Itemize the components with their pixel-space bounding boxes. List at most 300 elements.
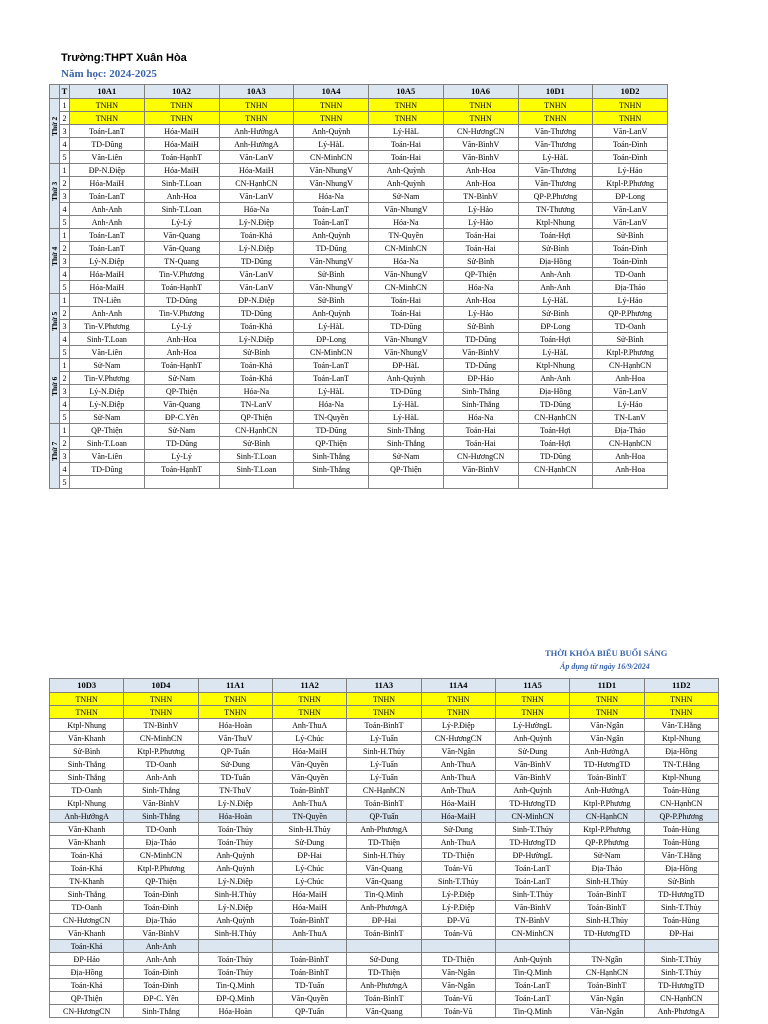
schedule-cell: TN-Liên	[70, 294, 145, 307]
table-row	[50, 242, 668, 255]
schedule-cell: Địa-Thảo	[124, 914, 198, 927]
schedule-cell: TN-Khanh	[50, 875, 124, 888]
schedule-cell: Văn-Thương	[518, 177, 593, 190]
schedule-cell: TD-Dũng	[369, 320, 444, 333]
schedule-cell: Văn-Thương	[518, 138, 593, 151]
table-row	[50, 125, 668, 138]
schedule-cell: Toán-LanT	[294, 372, 369, 385]
schedule-cell: Sử-Dung	[272, 836, 346, 849]
schedule-cell: TD-Dũng	[443, 333, 518, 346]
class-header: 10A5	[369, 85, 444, 99]
schedule-cell: QP-P.Phương	[570, 836, 644, 849]
schedule-cell: Sinh-T.Loan	[144, 177, 219, 190]
schedule-cell: Toán-BìnhT	[272, 953, 346, 966]
table-row	[50, 229, 668, 242]
day-label-text: Thứ 4	[50, 246, 59, 266]
day-label	[50, 294, 60, 359]
schedule-cell: Tin-V.Phương	[70, 320, 145, 333]
schedule-cell: Anh-Quỳnh	[294, 307, 369, 320]
schedule-cell: CN-HạnhCN	[347, 784, 421, 797]
table-row	[50, 177, 668, 190]
schedule-cell: Anh-Anh	[518, 281, 593, 294]
period-number: 5	[60, 216, 70, 229]
schedule-cell: Văn-LanV	[219, 268, 294, 281]
schedule-cell: Anh-PhươngA	[347, 823, 421, 836]
schedule-cell: Lý-N.Điệp	[198, 797, 272, 810]
schedule-cell: Lý-HàL	[369, 398, 444, 411]
schedule-cell	[644, 940, 718, 953]
schedule-cell: TNHN	[144, 99, 219, 112]
schedule-cell: TNHN	[219, 99, 294, 112]
schedule-cell: CN-HươngCN	[443, 125, 518, 138]
period-number: 1	[60, 229, 70, 242]
table-row	[50, 307, 668, 320]
schedule-cell: Toán-Đình	[124, 901, 198, 914]
schedule-cell: Anh-ThuA	[421, 771, 495, 784]
schedule-cell: Toán-Vũ	[421, 1005, 495, 1018]
schedule-cell: Sinh-Thắng	[124, 784, 198, 797]
schedule-cell: Ktpl-P.Phương	[124, 862, 198, 875]
class-header: 10A1	[70, 85, 145, 99]
table-row	[50, 463, 668, 476]
schedule-cell: Sinh-T.Thủy	[644, 901, 718, 914]
schedule-cell: Sử-Bình	[50, 745, 124, 758]
schedule-cell: Toán-Vũ	[421, 992, 495, 1005]
schedule-cell: Toán-BìnhT	[347, 992, 421, 1005]
schedule-cell: Anh-ThuA	[272, 797, 346, 810]
schedule-cell: TD-Oanh	[124, 758, 198, 771]
table-row	[50, 190, 668, 203]
period-number: 4	[60, 203, 70, 216]
table-row	[50, 797, 719, 810]
schedule-cell	[294, 476, 369, 489]
schedule-cell: Anh-Anh	[124, 953, 198, 966]
schedule-cell: Sử-Bình	[219, 437, 294, 450]
schedule-cell: Toán-LanT	[70, 125, 145, 138]
class-header: 11A2	[272, 679, 346, 693]
schedule-cell: TNHN	[144, 112, 219, 125]
period-number: 1	[60, 164, 70, 177]
schedule-cell: Anh-HưởngA	[570, 784, 644, 797]
schedule-cell: Lý-N.Điệp	[219, 216, 294, 229]
table-row	[50, 437, 668, 450]
schedule-cell: Toán-Đình	[124, 966, 198, 979]
schedule-cell: Lý-P.Điệp	[421, 901, 495, 914]
schedule-cell: ĐP-C.Yên	[144, 411, 219, 424]
day-label-text: Thứ 7	[50, 441, 59, 461]
schedule-cell: Sinh-T.Thủy	[644, 953, 718, 966]
schedule-cell: Lý-N.Điệp	[219, 242, 294, 255]
schedule-cell: Anh-Quỳnh	[495, 732, 569, 745]
schedule-cell: Văn-BìnhV	[495, 901, 569, 914]
schedule-cell: Anh-HưởngA	[570, 745, 644, 758]
schedule-cell: Hóa-Na	[443, 281, 518, 294]
table-row	[50, 979, 719, 992]
schedule-cell: Toán-LanT	[495, 875, 569, 888]
schedule-cell: Toán-BìnhT	[570, 901, 644, 914]
schedule-cell: QP-Thiện	[124, 875, 198, 888]
schedule-cell: Sinh-Thắng	[369, 424, 444, 437]
schedule-cell: Toán-LanT	[70, 242, 145, 255]
schedule-cell: Toán-Thủy	[198, 823, 272, 836]
schedule-cell: Anh-PhươngA	[347, 979, 421, 992]
schedule-cell: Lý-HàL	[518, 294, 593, 307]
schedule-cell: TN-Ngân	[570, 953, 644, 966]
schedule-cell: Sinh-T.Thủy	[644, 966, 718, 979]
schedule-cell: CN-HạnhCN	[593, 437, 668, 450]
schedule-cell: Anh-Anh	[518, 372, 593, 385]
schedule-cell: CN-MinhCN	[369, 242, 444, 255]
schedule-cell: Lý-HàL	[518, 151, 593, 164]
schedule-cell: Hóa-Na	[369, 216, 444, 229]
schedule-cell: Anh-Anh	[70, 307, 145, 320]
schedule-cell: Toán-Khả	[50, 849, 124, 862]
schedule-cell: Văn-Khanh	[50, 836, 124, 849]
schedule-cell: Lý-N.Điệp	[198, 875, 272, 888]
schedule-cell: Sinh-Thắng	[294, 450, 369, 463]
table-row	[50, 359, 668, 372]
schedule-cell: Văn-T.Hằng	[644, 849, 718, 862]
class-header: 11A5	[495, 679, 569, 693]
schedule-cell: QP-Tuấn	[347, 810, 421, 823]
schedule-cell: Toán-BìnhT	[570, 888, 644, 901]
schedule-cell: TNHN	[570, 706, 644, 719]
schedule-cell: Ktpl-P.Phương	[593, 346, 668, 359]
schedule-cell: Văn-LanV	[219, 190, 294, 203]
schedule-cell: Hóa-MaiH	[144, 125, 219, 138]
timetable-mixed	[49, 678, 719, 1018]
schedule-cell: Văn-Quyền	[272, 992, 346, 1005]
schedule-cell: Anh-ThuA	[421, 758, 495, 771]
day-label	[50, 424, 60, 489]
schedule-cell: Anh-PhươngA	[347, 901, 421, 914]
schedule-cell: TN-Quyền	[294, 411, 369, 424]
schedule-cell: Sinh-T.Loan	[144, 203, 219, 216]
schedule-cell: Sinh-Thắng	[369, 437, 444, 450]
schedule-cell: CN-HạnhCN	[644, 797, 718, 810]
class-header: 11A4	[421, 679, 495, 693]
schedule-cell: Anh-Hoa	[593, 463, 668, 476]
schedule-cell: Sử-Nam	[70, 411, 145, 424]
schedule-cell: Toán-Hùng	[644, 914, 718, 927]
period-number: 1	[60, 294, 70, 307]
schedule-cell: Văn-T.Hằng	[644, 719, 718, 732]
period-number: 2	[60, 112, 70, 125]
schedule-cell: TN-Quang	[144, 255, 219, 268]
schedule-cell: Sinh-T.Loan	[219, 463, 294, 476]
schedule-cell: TD-Dũng	[294, 424, 369, 437]
period-number: 2	[60, 177, 70, 190]
schedule-cell: TD-HươngTD	[570, 758, 644, 771]
schedule-cell: Toán-HạnhT	[144, 463, 219, 476]
schedule-cell	[593, 476, 668, 489]
schedule-cell: Hóa-MaiH	[144, 138, 219, 151]
schedule-cell: Lý-Chúc	[272, 862, 346, 875]
table-row	[50, 450, 668, 463]
schedule-cell	[219, 476, 294, 489]
schedule-cell: Tin-Q.Minh	[495, 1005, 569, 1018]
schedule-cell: Lý-HàL	[294, 320, 369, 333]
schedule-cell: Văn-BìnhV	[124, 797, 198, 810]
schedule-cell: Tin-Q.Minh	[495, 966, 569, 979]
schedule-cell: CN-HạnhCN	[570, 966, 644, 979]
schedule-cell: TN-LanV	[219, 398, 294, 411]
schedule-cell: TD-Dũng	[294, 242, 369, 255]
schedule-cell: ĐP-N.Điệp	[219, 294, 294, 307]
schedule-cell: QP-Thiện	[294, 437, 369, 450]
class-header: 11D2	[644, 679, 718, 693]
schedule-cell: Sinh-H.Thủy	[198, 927, 272, 940]
period-number: 2	[60, 242, 70, 255]
schedule-cell: Ktpl-P.Phương	[124, 745, 198, 758]
schedule-cell	[369, 476, 444, 489]
schedule-cell: Anh-Quỳnh	[198, 914, 272, 927]
schedule-cell: Lý-Lý	[144, 320, 219, 333]
schedule-cell: Văn-Khanh	[50, 732, 124, 745]
table-row	[50, 385, 668, 398]
schedule-cell: TD-Thiện	[421, 953, 495, 966]
schedule-cell: TNHN	[198, 706, 272, 719]
schedule-cell: QP-Thiện	[70, 424, 145, 437]
schedule-cell: TD-Dũng	[443, 359, 518, 372]
schedule-cell: TNHN	[570, 693, 644, 706]
schedule-cell: ĐP-C. Yên	[124, 992, 198, 1005]
schedule-cell: Anh-Anh	[124, 940, 198, 953]
schedule-cell: Hóa-Na	[294, 398, 369, 411]
schedule-cell: TD-Dũng	[144, 294, 219, 307]
schedule-cell: Sử-Nam	[570, 849, 644, 862]
schedule-cell: Anh-ThuA	[421, 836, 495, 849]
schedule-cell: Toán-Đình	[124, 888, 198, 901]
schedule-cell: TD-Oanh	[593, 320, 668, 333]
schedule-cell: Ktpl-Nhung	[644, 732, 718, 745]
schedule-cell: Toán-LanT	[495, 992, 569, 1005]
table-row	[50, 901, 719, 914]
schedule-cell: Sử-Bình	[294, 268, 369, 281]
schedule-cell: Toán-Khả	[50, 979, 124, 992]
schedule-cell: Văn-BìnhV	[124, 927, 198, 940]
table-row	[50, 862, 719, 875]
period-number: 4	[60, 463, 70, 476]
schedule-cell: TNHN	[198, 693, 272, 706]
table-row	[50, 151, 668, 164]
table-row	[50, 1005, 719, 1018]
schedule-cell: ĐP-Hảo	[50, 953, 124, 966]
schedule-cell	[495, 940, 569, 953]
schedule-cell: Văn-Ngân	[570, 992, 644, 1005]
schedule-cell: Anh-Quỳnh	[294, 229, 369, 242]
schedule-cell: CN-MinhCN	[124, 849, 198, 862]
schedule-cell: Lý-HườngL	[495, 719, 569, 732]
schedule-cell: Văn-LanV	[593, 216, 668, 229]
schedule-cell: Hóa-Na	[443, 411, 518, 424]
schedule-cell: Tin-V.Phương	[70, 372, 145, 385]
schedule-cell: TNHN	[294, 99, 369, 112]
class-header: 10D4	[124, 679, 198, 693]
schedule-cell: Văn-ThuV	[198, 732, 272, 745]
schedule-cell: ĐP-Vũ	[421, 914, 495, 927]
schedule-cell: CN-HươngCN	[421, 732, 495, 745]
schedule-cell: Hóa-Hoàn	[198, 1005, 272, 1018]
period-number: 3	[60, 125, 70, 138]
period-number: 5	[60, 151, 70, 164]
schedule-cell: Ktpl-P.Phương	[570, 823, 644, 836]
schedule-cell: Văn-Khanh	[50, 927, 124, 940]
schedule-cell: TNHN	[593, 112, 668, 125]
schedule-cell: Ktpl-Nhung	[518, 359, 593, 372]
schedule-cell: Hóa-MaiH	[70, 281, 145, 294]
table-row	[50, 966, 719, 979]
schedule-cell: Lý-Lý	[144, 450, 219, 463]
schedule-cell: Sinh-T.Thủy	[495, 888, 569, 901]
schedule-cell: Hóa-Na	[219, 203, 294, 216]
schedule-cell: Hóa-Na	[294, 190, 369, 203]
day-label-text: Thứ 6	[50, 376, 59, 396]
table-row	[50, 719, 719, 732]
schedule-cell: Hóa-Hoàn	[198, 719, 272, 732]
schedule-cell: Địa-Thảo	[593, 281, 668, 294]
schedule-cell: Văn-Ngân	[570, 732, 644, 745]
schedule-cell: Anh-Quỳnh	[495, 953, 569, 966]
schedule-cell: Lý-Chúc	[272, 732, 346, 745]
table-row	[50, 810, 719, 823]
schedule-cell: Hóa-Na	[369, 255, 444, 268]
schedule-cell: Sinh-Thắng	[50, 758, 124, 771]
schedule-cell: TNHN	[124, 693, 198, 706]
schedule-cell: Anh-Quỳnh	[495, 784, 569, 797]
schedule-cell: TNHN	[593, 99, 668, 112]
schedule-cell: Toán-HạnhT	[144, 359, 219, 372]
schedule-cell: Sinh-T.Loan	[219, 450, 294, 463]
schedule-cell: Văn-BìnhV	[443, 151, 518, 164]
schedule-cell: Sử-Bình	[294, 294, 369, 307]
class-header: 11A1	[198, 679, 272, 693]
schedule-cell: Anh-Quỳnh	[198, 849, 272, 862]
day-label	[50, 359, 60, 424]
school-year: Năm học: 2024-2025	[61, 68, 157, 80]
schedule-cell: TN-BìnhV	[443, 190, 518, 203]
schedule-cell: Văn-LanV	[219, 151, 294, 164]
timetable-grade-10	[49, 84, 668, 489]
schedule-cell: Lý-Hảo	[593, 294, 668, 307]
schedule-cell: TD-Oanh	[593, 268, 668, 281]
class-header: 10A3	[219, 85, 294, 99]
schedule-cell: QP-Thiện	[50, 992, 124, 1005]
day-label	[50, 99, 60, 164]
schedule-cell: Toán-LanT	[495, 979, 569, 992]
table-row	[50, 203, 668, 216]
schedule-cell: Toán-Hùng	[644, 836, 718, 849]
schedule-cell: TN-ThuV	[198, 784, 272, 797]
schedule-cell: Địa-Hồng	[50, 966, 124, 979]
schedule-cell: Hóa-MaiH	[421, 797, 495, 810]
schedule-cell: Văn-NhungV	[294, 255, 369, 268]
schedule-cell: Sử-Nam	[70, 359, 145, 372]
schedule-cell	[443, 476, 518, 489]
day-label-text: Thứ 3	[50, 181, 59, 201]
schedule-cell: Toán-Khả	[50, 940, 124, 953]
schedule-cell: Lý-HàL	[369, 411, 444, 424]
schedule-cell: Lý-HàL	[518, 346, 593, 359]
schedule-cell: TNHN	[347, 706, 421, 719]
schedule-cell: TD-HươngTD	[495, 836, 569, 849]
schedule-cell: Sinh-H.Thủy	[347, 849, 421, 862]
schedule-cell: TD-Tuấn	[272, 979, 346, 992]
schedule-cell: Ktpl-Nhung	[518, 216, 593, 229]
schedule-cell: Văn-Ngân	[421, 745, 495, 758]
schedule-cell: Anh-HưởngA	[219, 125, 294, 138]
table-row	[50, 953, 719, 966]
schedule-cell: Lý-HàL	[294, 385, 369, 398]
schedule-cell: CN-HạnhCN	[219, 177, 294, 190]
schedule-cell: Toán-Vũ	[421, 927, 495, 940]
schedule-cell: TD-Oanh	[50, 784, 124, 797]
schedule-cell: CN-HươngCN	[443, 450, 518, 463]
schedule-cell: Lý-Hảo	[443, 307, 518, 320]
schedule-cell: Hóa-Hoàn	[198, 810, 272, 823]
schedule-cell: Văn-LanV	[593, 125, 668, 138]
schedule-cell: Sinh-T.Thủy	[421, 875, 495, 888]
class-header: 11D1	[570, 679, 644, 693]
schedule-cell: Toán-Thủy	[198, 966, 272, 979]
schedule-cell: Toán-LanT	[294, 359, 369, 372]
period-number: 4	[60, 398, 70, 411]
schedule-cell: Lý-Hảo	[443, 203, 518, 216]
schedule-cell: Lý-P.Điệp	[421, 719, 495, 732]
schedule-cell: Sử-Nam	[369, 450, 444, 463]
schedule-cell: TNHN	[50, 693, 124, 706]
schedule-cell: Văn-Quang	[144, 229, 219, 242]
schedule-cell: ĐP-Hảo	[443, 372, 518, 385]
schedule-cell: Văn-Liên	[70, 346, 145, 359]
table-row	[50, 732, 719, 745]
schedule-cell: Sinh-H.Thủy	[570, 875, 644, 888]
schedule-cell: TN-T.Hằng	[644, 758, 718, 771]
schedule-cell	[70, 476, 145, 489]
schedule-cell: Toán-Hùng	[644, 823, 718, 836]
schedule-cell: Anh-Anh	[124, 771, 198, 784]
table-row	[50, 758, 719, 771]
schedule-cell: Văn-Quang	[347, 862, 421, 875]
table-row	[50, 836, 719, 849]
table-row	[50, 888, 719, 901]
schedule-cell: Toán-Đình	[593, 255, 668, 268]
schedule-cell: Sinh-Thắng	[124, 810, 198, 823]
schedule-cell: Anh-HưởngA	[50, 810, 124, 823]
schedule-cell: QP-P.Phương	[644, 810, 718, 823]
schedule-cell: CN-MinhCN	[124, 732, 198, 745]
schedule-cell: Sinh-Thắng	[294, 463, 369, 476]
period-number: 3	[60, 190, 70, 203]
schedule-cell: Toán-Hai	[443, 437, 518, 450]
schedule-cell: TNHN	[369, 99, 444, 112]
schedule-cell: CN-MinhCN	[294, 346, 369, 359]
schedule-cell: Sinh-H.Thủy	[347, 745, 421, 758]
table-row	[50, 112, 668, 125]
schedule-cell: Anh-ThuA	[272, 927, 346, 940]
table-row	[50, 927, 719, 940]
schedule-cell: Anh-ThuA	[272, 719, 346, 732]
schedule-cell: CN-HạnhCN	[518, 411, 593, 424]
schedule-cell: Sử-Bình	[518, 242, 593, 255]
schedule-cell: TN-BìnhV	[124, 719, 198, 732]
schedule-cell: Anh-Hoa	[443, 294, 518, 307]
schedule-cell: Anh-Hoa	[144, 346, 219, 359]
schedule-cell: TNHN	[495, 693, 569, 706]
schedule-cell: Sinh-T.Thủy	[495, 823, 569, 836]
schedule-cell: Sinh-T.Loan	[70, 333, 145, 346]
schedule-cell: Anh-HưởngA	[219, 138, 294, 151]
